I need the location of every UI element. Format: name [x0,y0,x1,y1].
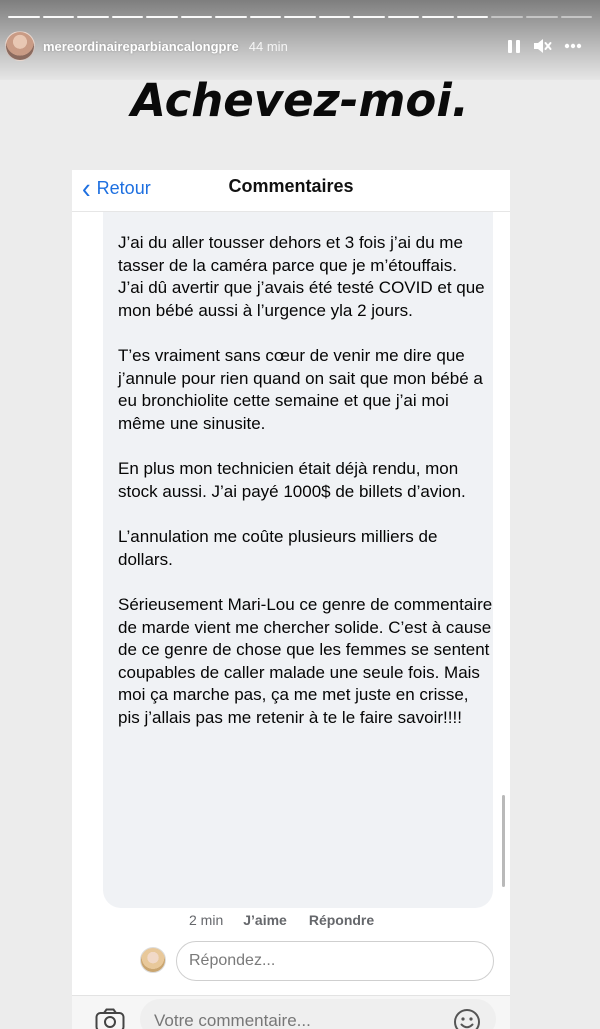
back-label: Retour [96,177,151,198]
story-username[interactable]: mereordinaireparbiancalongpre [43,38,239,54]
pause-icon[interactable] [508,40,520,53]
reply-button[interactable]: Répondre [308,912,375,928]
progress-segment [146,16,178,18]
emoji-icon[interactable] [453,1008,481,1029]
progress-segment [422,16,454,18]
navigation-bar [72,170,510,212]
story-controls [508,28,582,64]
progress-segment [561,16,593,18]
comment-time: 2 min [189,912,224,928]
progress-segment [8,16,40,18]
progress-segment [181,16,213,18]
progress-segment [353,16,385,18]
progress-segment [319,16,351,18]
reply-row [140,940,500,984]
story-caption: Achevez-moi. [131,74,469,127]
scrollbar[interactable] [502,795,505,887]
camera-icon[interactable] [95,1008,125,1029]
more-icon[interactable] [564,43,582,49]
progress-segment [457,16,489,18]
progress-segment [43,16,75,18]
comment-text [118,232,493,752]
mute-icon[interactable] [532,37,552,55]
story-time-ago: 44 min [248,38,288,54]
progress-segment [284,16,316,18]
progress-segment [215,16,247,18]
comment-paragraph: T’es vraiment sans cœur de venir me dire que j’annule pour rien quand on sait que mon bébé a eu bronchiolite cette semaine et que j’ai moi même une sinusite. [118,346,483,433]
comment-paragraph: En plus mon technicien était déjà rendu, mon stock aussi. J’ai payé 1000$ de billets d’avion. [118,459,466,501]
comment-paragraph: L’annulation me coûte plusieurs milliers de dollars. [118,527,438,569]
reply-input[interactable]: Répondez... [176,941,494,981]
progress-segment [250,16,282,18]
profile-avatar[interactable] [5,31,35,61]
comment-input[interactable]: Votre commentaire... [140,999,496,1029]
comment-paragraph: Sérieusement Mari-Lou ce genre de commentaire de marde vient me chercher solide. C’est à cause de ce genre de chose que les femmes se sentent coupables de caller malade une seule fois. Mais moi ça marche pas, ça me met juste en crisse, pis j’allais pas me retenir à te le faire savoir!!!! [118,595,493,727]
comment-paragraph: J’ai du aller tousser dehors et 3 fois j’ai du me tasser de la caméra parce que je m’étouffais. J’ai dû avertir que j’avais été testé COVID et que mon bébé aussi à l’urgence yla 2 jours. [118,233,485,320]
story-progress-bar [8,16,592,18]
progress-segment [388,16,420,18]
progress-segment [77,16,109,18]
comment-actions [189,912,374,928]
page-title: Commentaires [228,176,354,196]
progress-segment [526,16,558,18]
like-button[interactable]: J’aime [243,912,287,928]
progress-segment [491,16,523,18]
story-header [0,28,600,64]
comment-bubble [103,212,493,908]
back-chevron-icon: ‹ [82,171,91,205]
progress-segment [112,16,144,18]
user-avatar [140,947,166,973]
